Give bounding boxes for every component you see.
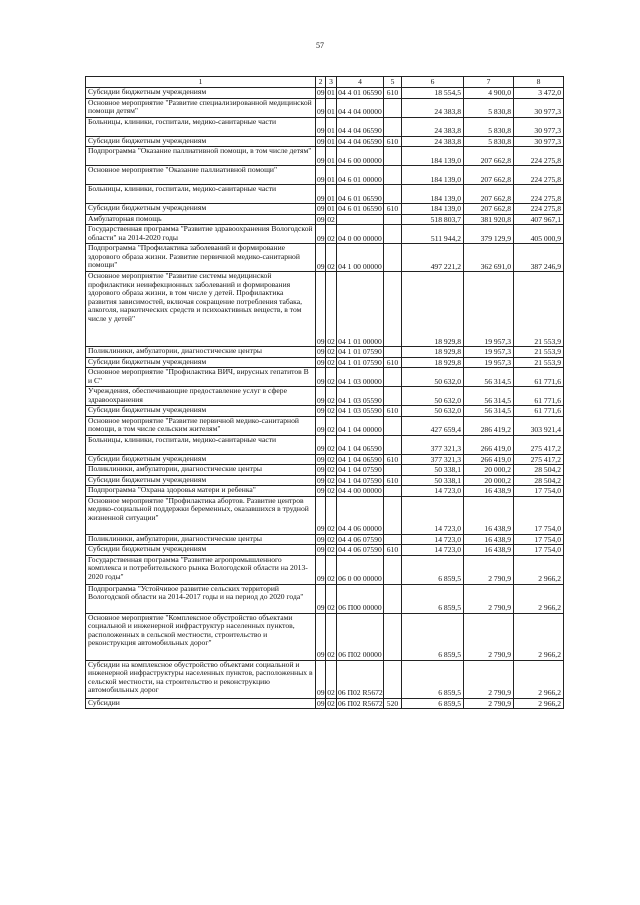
amount-col-8: 61 771,6 xyxy=(514,406,564,417)
table-row xyxy=(86,486,564,497)
subsection-code: 02 xyxy=(326,555,337,584)
amount-col-8: 224 275,8 xyxy=(514,166,564,185)
table-row xyxy=(86,416,564,435)
section-code: 09 xyxy=(316,117,326,136)
section-code: 09 xyxy=(316,555,326,584)
amount-col-7: 207 662,8 xyxy=(464,185,514,204)
amount-col-8: 3 472,0 xyxy=(514,88,564,99)
target-article-code: 04 1 04 00000 xyxy=(337,416,384,435)
column-header: 7 xyxy=(464,77,514,88)
section-code: 09 xyxy=(317,406,325,415)
amount-col-6: 24 383,8 xyxy=(402,136,464,147)
amount-col-8: 21 553,9 xyxy=(514,272,564,347)
target-article-code: 04 1 04 07590 xyxy=(338,475,382,485)
section-code: 09 xyxy=(316,166,326,185)
table-header-row xyxy=(86,77,564,88)
amount-col-7: 20 000,2 xyxy=(464,475,514,486)
subsection-code: 01 xyxy=(327,88,335,97)
table-row xyxy=(86,214,564,225)
amount-col-7: 16 438,9 xyxy=(464,486,514,497)
amount-col-8: 2 966,2 xyxy=(514,555,564,584)
subsection-code: 02 xyxy=(327,406,335,415)
target-article-code: 04 1 04 06590 xyxy=(337,435,384,454)
section-code: 09 xyxy=(316,185,326,204)
target-article-code: 04 6 00 00000 xyxy=(337,147,384,166)
target-article-code: 04 1 01 07590 xyxy=(338,357,382,367)
table-row xyxy=(86,435,564,454)
expense-type-code xyxy=(384,496,402,534)
expense-type-code xyxy=(384,185,402,204)
subsection-code: 02 xyxy=(326,387,337,406)
section-code: 09 xyxy=(317,545,325,554)
amount-col-7: 2 790,9 xyxy=(464,660,514,698)
expense-type-code xyxy=(384,660,402,698)
expense-type-code: 610 xyxy=(384,136,402,147)
subsection-code: 02 xyxy=(326,272,337,347)
amount-col-7: 19 957,3 xyxy=(464,347,514,358)
table-row xyxy=(86,244,564,272)
amount-col-6: 511 944,2 xyxy=(402,225,464,244)
target-article-code: 04 1 00 00000 xyxy=(337,244,384,272)
amount-col-8: 17 754,0 xyxy=(514,545,564,556)
table-row xyxy=(86,185,564,204)
target-article-code: 04 1 04 07590 xyxy=(338,465,382,474)
target-article-code: 04 1 03 00000 xyxy=(337,368,384,387)
table-row xyxy=(86,613,564,660)
expense-type-code xyxy=(384,613,402,660)
column-header: 5 xyxy=(384,77,402,88)
table-row xyxy=(86,166,564,185)
item-name: Субсидии бюджетным учреждениям xyxy=(86,454,316,465)
subsection-code: 01 xyxy=(326,166,337,185)
item-name: Субсидии бюджетным учреждениям xyxy=(86,88,316,99)
amount-col-7: 379 129,9 xyxy=(464,225,514,244)
expense-type-code xyxy=(384,465,402,476)
expense-type-code: 610 xyxy=(384,357,402,368)
item-name: Поликлиники, амбулатории, диагностические центры xyxy=(86,465,316,476)
target-article-code: 04 4 00 00000 xyxy=(338,486,382,495)
amount-col-6: 427 659,4 xyxy=(402,416,464,435)
section-code: 09 xyxy=(316,225,326,244)
expense-type-code xyxy=(384,368,402,387)
section-code: 09 xyxy=(317,88,325,97)
item-name: Основное мероприятие "Развитие системы медицинской профилактики неинфекционных заболеваний и формирования здорового образа жизни, в том числе у детей. Профилактика развития зависимостей, включая сокращение потребления табака, алкоголя, наркотических средств и психоактивных веществ, в том числе у детей" xyxy=(86,272,316,347)
table-row xyxy=(86,545,564,556)
target-article-code: 04 0 00 00000 xyxy=(337,225,384,244)
table-body xyxy=(86,88,564,709)
table-row xyxy=(86,347,564,358)
amount-col-6: 18 554,5 xyxy=(402,88,464,99)
amount-col-7: 207 662,8 xyxy=(464,166,514,185)
amount-col-6: 518 803,7 xyxy=(402,214,464,225)
target-article-code: 06 0 00 00000 xyxy=(337,555,384,584)
subsection-code: 02 xyxy=(326,613,337,660)
item-name: Основное мероприятие "Комплексное обустройство объектами социальной и инженерной инфраструктур населенных пунктов, расположенных в сельской местности, строительство и реконструкция автомобильных дорог" xyxy=(86,613,316,660)
subsection-code: 02 xyxy=(327,465,335,474)
section-code: 09 xyxy=(317,204,325,213)
section-code: 09 xyxy=(316,416,326,435)
table-row xyxy=(86,117,564,136)
amount-col-6: 24 383,8 xyxy=(402,98,464,117)
section-code: 09 xyxy=(317,357,325,367)
table-row xyxy=(86,136,564,147)
subsection-code: 02 xyxy=(327,214,335,224)
amount-col-7: 381 920,8 xyxy=(464,214,514,225)
section-code: 09 xyxy=(317,214,325,224)
target-article-code: 06 П02 00000 xyxy=(337,613,384,660)
item-name: Больницы, клиники, госпитали, медико-санитарные части xyxy=(86,117,316,136)
expense-type-code: 610 xyxy=(384,406,402,417)
section-code: 09 xyxy=(316,387,326,406)
amount-col-8: 30 977,3 xyxy=(514,136,564,147)
amount-col-6: 184 139,0 xyxy=(402,166,464,185)
amount-col-6: 24 383,8 xyxy=(402,117,464,136)
amount-col-8: 405 000,9 xyxy=(514,225,564,244)
table-row xyxy=(86,272,564,347)
amount-col-7: 2 790,9 xyxy=(464,555,514,584)
amount-col-7: 56 314,5 xyxy=(464,387,514,406)
subsection-code: 02 xyxy=(326,368,337,387)
amount-col-8: 224 275,8 xyxy=(514,185,564,204)
expense-type-code: 520 xyxy=(384,698,402,709)
amount-col-7: 5 830,8 xyxy=(464,136,514,147)
subsection-code: 01 xyxy=(327,136,335,146)
target-article-code: 04 4 04 06590 xyxy=(337,117,384,136)
subsection-code: 02 xyxy=(327,347,335,356)
item-name: Больницы, клиники, госпитали, медико-санитарные части xyxy=(86,185,316,204)
amount-col-7: 16 438,9 xyxy=(464,496,514,534)
item-name: Субсидии бюджетным учреждениям xyxy=(86,136,316,147)
section-code: 09 xyxy=(316,147,326,166)
subsection-code: 02 xyxy=(326,660,337,698)
table-row xyxy=(86,147,564,166)
amount-col-6: 6 859,5 xyxy=(402,660,464,698)
amount-col-6: 18 929,8 xyxy=(402,272,464,347)
subsection-code: 02 xyxy=(327,357,335,367)
section-code: 09 xyxy=(317,475,325,485)
subsection-code: 02 xyxy=(326,225,337,244)
column-header: 6 xyxy=(402,77,464,88)
amount-col-8: 17 754,0 xyxy=(514,534,564,545)
section-code: 09 xyxy=(317,698,325,708)
amount-col-8: 2 966,2 xyxy=(514,613,564,660)
target-article-code: 04 6 01 06590 xyxy=(338,204,382,213)
table-row xyxy=(86,496,564,534)
amount-col-7: 266 419,0 xyxy=(464,454,514,465)
table-row xyxy=(86,534,564,545)
amount-col-6: 18 929,8 xyxy=(402,357,464,368)
item-name: Субсидии бюджетным учреждениям xyxy=(86,357,316,368)
section-code: 09 xyxy=(316,660,326,698)
expense-type-code xyxy=(384,416,402,435)
table-row xyxy=(86,406,564,417)
amount-col-7: 2 790,9 xyxy=(464,584,514,613)
target-article-code: 04 1 03 05590 xyxy=(338,406,382,415)
amount-col-6: 14 723,0 xyxy=(402,486,464,497)
expense-type-code xyxy=(384,555,402,584)
amount-col-6: 14 723,0 xyxy=(402,545,464,556)
item-name: Субсидии бюджетным учреждениям xyxy=(86,204,316,215)
section-code: 09 xyxy=(317,347,325,356)
table-row xyxy=(86,555,564,584)
amount-col-8: 17 754,0 xyxy=(514,496,564,534)
target-article-code: 06 П00 00000 xyxy=(337,584,384,613)
table-row xyxy=(86,98,564,117)
target-article-code: 04 4 06 00000 xyxy=(337,496,384,534)
section-code: 09 xyxy=(316,496,326,534)
amount-col-6: 497 221,2 xyxy=(402,244,464,272)
table-row xyxy=(86,660,564,698)
item-name: Поликлиники, амбулатории, диагностические центры xyxy=(86,347,316,358)
item-name: Субсидии бюджетным учреждениям xyxy=(86,545,316,556)
subsection-code: 01 xyxy=(327,204,335,213)
expense-type-code xyxy=(384,98,402,117)
amount-col-6: 6 859,5 xyxy=(402,584,464,613)
subsection-code: 02 xyxy=(327,698,335,708)
expense-type-code xyxy=(384,117,402,136)
amount-col-7: 19 957,3 xyxy=(464,272,514,347)
amount-col-6: 6 859,5 xyxy=(402,555,464,584)
amount-col-7: 207 662,8 xyxy=(464,204,514,215)
amount-col-8: 224 275,8 xyxy=(514,204,564,215)
item-name: Подпрограмма "Профилактика заболеваний и формирование здорового образа жизни. Развитие первичной медико-санитарной помощи" xyxy=(86,244,316,272)
item-name: Подпрограмма "Устойчивое развитие сельских территорий Вологодской области на 2014-2017 годы и на период до 2020 года" xyxy=(86,584,316,613)
target-article-code: 04 1 01 00000 xyxy=(337,272,384,347)
subsection-code: 02 xyxy=(327,534,335,544)
amount-col-6: 50 632,0 xyxy=(402,406,464,417)
amount-col-6: 50 338,1 xyxy=(402,475,464,486)
amount-col-6: 184 139,0 xyxy=(402,204,464,215)
item-name: Подпрограмма "Оказание паллиативной помощи, в том числе детям" xyxy=(86,147,316,166)
subsection-code: 02 xyxy=(326,435,337,454)
subsection-code: 01 xyxy=(326,147,337,166)
item-name: Субсидии бюджетным учреждениям xyxy=(86,475,316,486)
expense-type-code xyxy=(384,147,402,166)
section-code: 09 xyxy=(317,486,325,495)
amount-col-7: 16 438,9 xyxy=(464,534,514,545)
subsection-code: 01 xyxy=(326,98,337,117)
amount-col-8: 275 417,2 xyxy=(514,435,564,454)
amount-col-8: 387 246,9 xyxy=(514,244,564,272)
subsection-code: 02 xyxy=(326,244,337,272)
amount-col-6: 184 139,0 xyxy=(402,147,464,166)
subsection-code: 02 xyxy=(327,486,335,495)
subsection-code: 02 xyxy=(327,475,335,485)
amount-col-7: 4 900,0 xyxy=(464,88,514,99)
amount-col-6: 184 139,0 xyxy=(402,185,464,204)
amount-col-7: 5 830,8 xyxy=(464,117,514,136)
expense-type-code xyxy=(384,435,402,454)
column-header: 1 xyxy=(86,77,316,88)
item-name: Основное мероприятие "Оказание паллиативной помощи" xyxy=(86,166,316,185)
section-code: 09 xyxy=(316,368,326,387)
amount-col-7: 2 790,9 xyxy=(464,698,514,709)
section-code: 09 xyxy=(317,136,325,146)
amount-col-6: 18 929,8 xyxy=(402,347,464,358)
amount-col-6: 14 723,0 xyxy=(402,496,464,534)
expense-type-code: 610 xyxy=(384,545,402,556)
item-name: Амбулаторная помощь xyxy=(86,214,316,225)
subsection-code: 02 xyxy=(326,584,337,613)
amount-col-8: 407 967,1 xyxy=(514,214,564,225)
item-name: Основное мероприятие "Развитие первичной медико-санитарной помощи, в том числе сельским жителям" xyxy=(86,416,316,435)
item-name: Больницы, клиники, госпитали, медико-санитарные части xyxy=(86,435,316,454)
expense-type-code xyxy=(384,244,402,272)
target-article-code: 04 1 03 05590 xyxy=(337,387,384,406)
column-header: 4 xyxy=(337,77,384,88)
section-code: 09 xyxy=(317,465,325,474)
item-name: Учреждения, обеспечивающие предоставление услуг в сфере здравоохранения xyxy=(86,387,316,406)
table-row xyxy=(86,465,564,476)
expense-type-code: 610 xyxy=(384,475,402,486)
table-row xyxy=(86,368,564,387)
expense-type-code xyxy=(384,214,402,225)
amount-col-8: 30 977,3 xyxy=(514,117,564,136)
section-code: 09 xyxy=(316,613,326,660)
section-code: 09 xyxy=(316,435,326,454)
amount-col-8: 2 966,2 xyxy=(514,584,564,613)
amount-col-6: 50 338,1 xyxy=(402,465,464,476)
table-row xyxy=(86,357,564,368)
expense-type-code xyxy=(384,387,402,406)
item-name: Основное мероприятие "Профилактика абортов. Развитие центров медико-социальной поддержки беременных, оказавшихся в трудной жизненной ситуации" xyxy=(86,496,316,534)
expense-type-code: 610 xyxy=(384,454,402,465)
amount-col-7: 56 314,5 xyxy=(464,406,514,417)
target-article-code: 04 4 06 07590 xyxy=(338,545,382,554)
item-name: Основное мероприятие "Развитие специализированной медицинской помощи детям" xyxy=(86,98,316,117)
page-number: 57 xyxy=(316,41,324,50)
target-article-code: 04 1 04 06590 xyxy=(338,454,382,464)
table-row xyxy=(86,584,564,613)
column-header: 3 xyxy=(326,77,337,88)
amount-col-8: 224 275,8 xyxy=(514,147,564,166)
target-article-code xyxy=(337,214,384,225)
amount-col-6: 50 632,0 xyxy=(402,387,464,406)
item-name: Поликлиники, амбулатории, диагностические центры xyxy=(86,534,316,545)
amount-col-7: 2 790,9 xyxy=(464,613,514,660)
expense-type-code xyxy=(384,166,402,185)
amount-col-6: 377 321,3 xyxy=(402,454,464,465)
section-code: 09 xyxy=(316,584,326,613)
amount-col-8: 21 553,9 xyxy=(514,357,564,368)
amount-col-7: 20 000,2 xyxy=(464,465,514,476)
expense-type-code xyxy=(384,225,402,244)
item-name: Субсидии бюджетным учреждениям xyxy=(86,406,316,417)
amount-col-6: 377 321,3 xyxy=(402,435,464,454)
section-code: 09 xyxy=(316,98,326,117)
expense-type-code xyxy=(384,584,402,613)
amount-col-8: 2 966,2 xyxy=(514,660,564,698)
column-header: 8 xyxy=(514,77,564,88)
expense-type-code xyxy=(384,272,402,347)
target-article-code: 04 6 01 06590 xyxy=(337,185,384,204)
target-article-code: 04 6 01 00000 xyxy=(337,166,384,185)
table-row xyxy=(86,698,564,709)
amount-col-8: 28 504,2 xyxy=(514,465,564,476)
expense-type-code: 610 xyxy=(384,204,402,215)
table-row xyxy=(86,225,564,244)
amount-col-7: 16 438,9 xyxy=(464,545,514,556)
subsection-code: 02 xyxy=(326,496,337,534)
subsection-code: 01 xyxy=(326,117,337,136)
target-article-code: 06 П02 R5672 xyxy=(337,660,384,698)
amount-col-8: 28 504,2 xyxy=(514,475,564,486)
expense-type-code: 610 xyxy=(384,88,402,99)
table-row xyxy=(86,475,564,486)
amount-col-6: 50 632,0 xyxy=(402,368,464,387)
target-article-code: 04 4 04 06590 xyxy=(338,136,382,146)
target-article-code: 04 4 04 00000 xyxy=(337,98,384,117)
item-name: Государственная программа "Развитие здравоохранения Вологодской области" на 2014-2020 годы xyxy=(86,225,316,244)
amount-col-8: 303 921,4 xyxy=(514,416,564,435)
subsection-code: 02 xyxy=(327,454,335,464)
amount-col-8: 61 771,6 xyxy=(514,368,564,387)
table-row xyxy=(86,88,564,99)
amount-col-8: 30 977,3 xyxy=(514,98,564,117)
amount-col-6: 14 723,0 xyxy=(402,534,464,545)
target-article-code: 06 П02 R5672 xyxy=(338,698,383,708)
column-header: 2 xyxy=(316,77,326,88)
amount-col-8: 275 417,2 xyxy=(514,454,564,465)
amount-col-7: 207 662,8 xyxy=(464,147,514,166)
amount-col-7: 266 419,0 xyxy=(464,435,514,454)
subsection-code: 02 xyxy=(327,545,335,554)
section-code: 09 xyxy=(316,244,326,272)
item-name: Субсидии на комплексное обустройство объектами социальной и инженерной инфраструктуры населенных пунктов, расположенных в сельской местности, на строительство и реконструкцию автомобильных дорог xyxy=(86,660,316,698)
amount-col-7: 19 957,3 xyxy=(464,357,514,368)
target-article-code: 04 1 01 07590 xyxy=(338,347,382,356)
amount-col-8: 61 771,6 xyxy=(514,387,564,406)
expense-type-code xyxy=(384,347,402,358)
amount-col-7: 362 691,0 xyxy=(464,244,514,272)
amount-col-8: 17 754,0 xyxy=(514,486,564,497)
section-code: 09 xyxy=(317,534,325,544)
subsection-code: 02 xyxy=(326,416,337,435)
amount-col-7: 286 419,2 xyxy=(464,416,514,435)
expense-type-code xyxy=(384,534,402,545)
item-name: Подпрограмма "Охрана здоровья матери и ребенка" xyxy=(86,486,316,497)
amount-col-6: 6 859,5 xyxy=(402,698,464,709)
item-name: Основное мероприятие "Профилактика ВИЧ, вирусных гепатитов В и С" xyxy=(86,368,316,387)
section-code: 09 xyxy=(316,272,326,347)
amount-col-6: 6 859,5 xyxy=(402,613,464,660)
table-row xyxy=(86,387,564,406)
item-name: Государственная программа "Развитие агропромышленного комплекса и потребительского рынка Вологодской области на 2013-2020 годы" xyxy=(86,555,316,584)
expense-type-code xyxy=(384,486,402,497)
target-article-code: 04 4 01 06590 xyxy=(338,88,382,97)
target-article-code: 04 4 06 07590 xyxy=(338,534,382,544)
section-code: 09 xyxy=(317,454,325,464)
amount-col-8: 21 553,9 xyxy=(514,347,564,358)
table-row xyxy=(86,454,564,465)
amount-col-7: 56 314,5 xyxy=(464,368,514,387)
subsection-code: 01 xyxy=(326,185,337,204)
table-row xyxy=(86,204,564,215)
amount-col-8: 2 966,2 xyxy=(514,698,564,709)
budget-table xyxy=(85,76,564,709)
amount-col-7: 5 830,8 xyxy=(464,98,514,117)
item-name: Субсидии xyxy=(86,698,316,709)
